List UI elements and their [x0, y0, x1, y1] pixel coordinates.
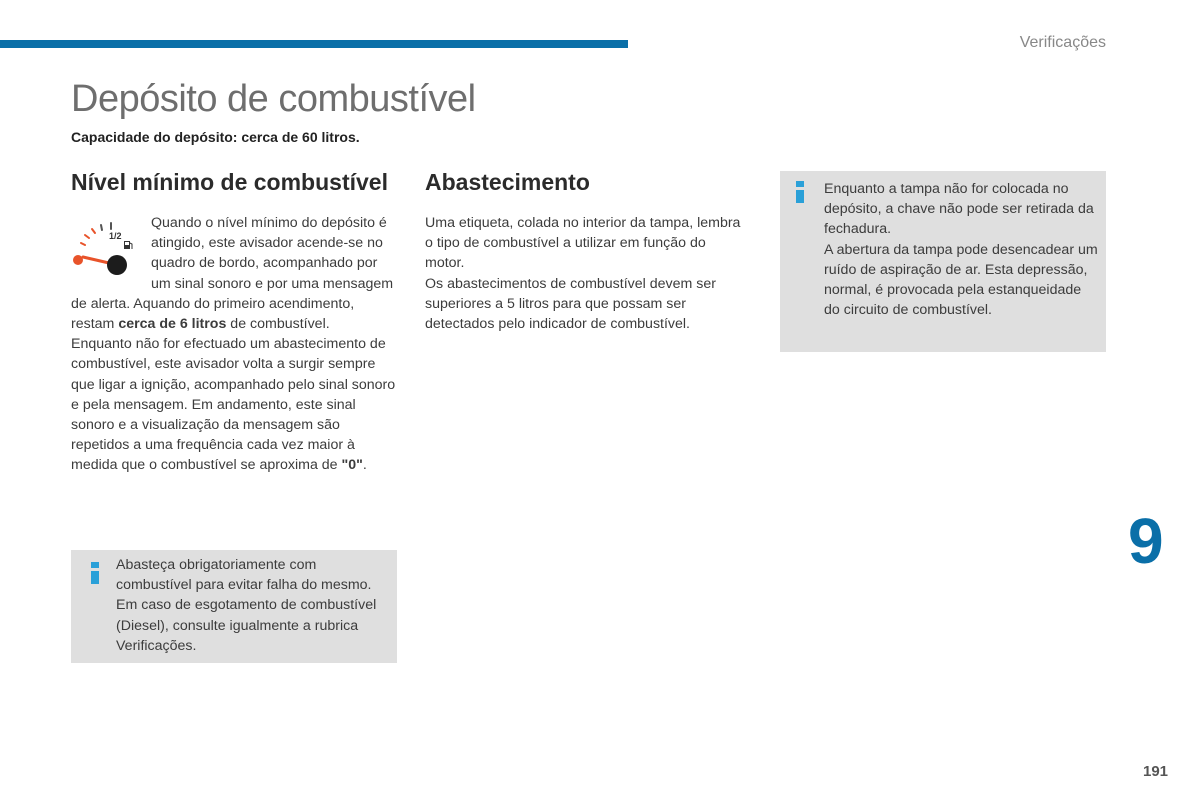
capacity-note: Capacidade do depósito: cerca de 60 litros.: [71, 129, 360, 145]
fuel-pump-icon: [124, 241, 132, 249]
gauge-warning-dot: [73, 255, 83, 265]
info-right-paragraph-1: Enquanto a tampa não for colocada no depósito, a chave não pode ser retirada da fechadura.: [824, 181, 1094, 238]
min-fuel-paragraph-2: Enquanto não for efectuado um abastecimento de combustível, este avisador volta a surgir sempre que ligar a ignição, acompanhado pelo sinal sonoro e pela mensagem. Em andamento, este sinal sonoro e a visualização da mensagem são repetidos a uma frequência cada vez maior à medida que o combustível se aproxima de "0".: [71, 336, 396, 474]
info-left-paragraph-1: Abasteça obrigatoriamente com combustível para evitar falha do mesmo.: [116, 557, 372, 594]
gauge-red-ticks: [81, 229, 95, 245]
top-accent-bar: [0, 40, 628, 48]
chapter-number: 9: [1128, 505, 1164, 577]
fuel-gauge-warning-icon: [71, 213, 141, 277]
min-fuel-column: [71, 213, 397, 476]
page-number: 191: [1143, 763, 1169, 780]
info-box-fuel-cap: [780, 171, 1106, 352]
info-left-paragraph-2: Em caso de esgotamento de combustível (Diesel), consulte igualmente a rubrica Verificações.: [116, 597, 377, 654]
page-title: Depósito de combustível: [71, 78, 476, 120]
remaining-fuel-highlight: cerca de 6 litros: [118, 316, 227, 333]
min-fuel-paragraph-1: Quando o nível mínimo do depósito é atingido, este avisador acende-se no quadro de bordo, acompanhado por um sinal sonoro e por uma mensagem de alerta. Aquando do primeiro acendimento, restam cerca de 6 litros de combustível.: [71, 215, 394, 333]
zero-highlight: "0": [341, 457, 363, 474]
heading-min-fuel: Nível mínimo de combustível: [71, 169, 388, 195]
gauge-needle: [83, 257, 109, 263]
gauge-grey-ticks: [101, 223, 111, 230]
gauge-half-label: 1/2: [109, 231, 122, 241]
info-box-fuel-shortage: [71, 550, 397, 663]
section-label: Verificações: [1019, 34, 1106, 51]
refuelling-column: [425, 213, 745, 334]
refuelling-paragraph-1: Uma etiqueta, colada no interior da tampa, lembra o tipo de combustível a utilizar em função do motor.: [425, 215, 741, 272]
refuelling-paragraph-2: Os abastecimentos de combustível devem ser superiores a 5 litros para que possam ser detectados pelo indicador de combustível.: [425, 275, 716, 333]
heading-refuelling: Abastecimento: [425, 169, 590, 195]
gauge-hub: [107, 255, 127, 275]
info-right-paragraph-2: A abertura da tampa pode desencadear um ruído de aspiração de ar. Esta depressão, normal, é provocada pela estanqueidade do circuito de combustível.: [824, 241, 1098, 319]
